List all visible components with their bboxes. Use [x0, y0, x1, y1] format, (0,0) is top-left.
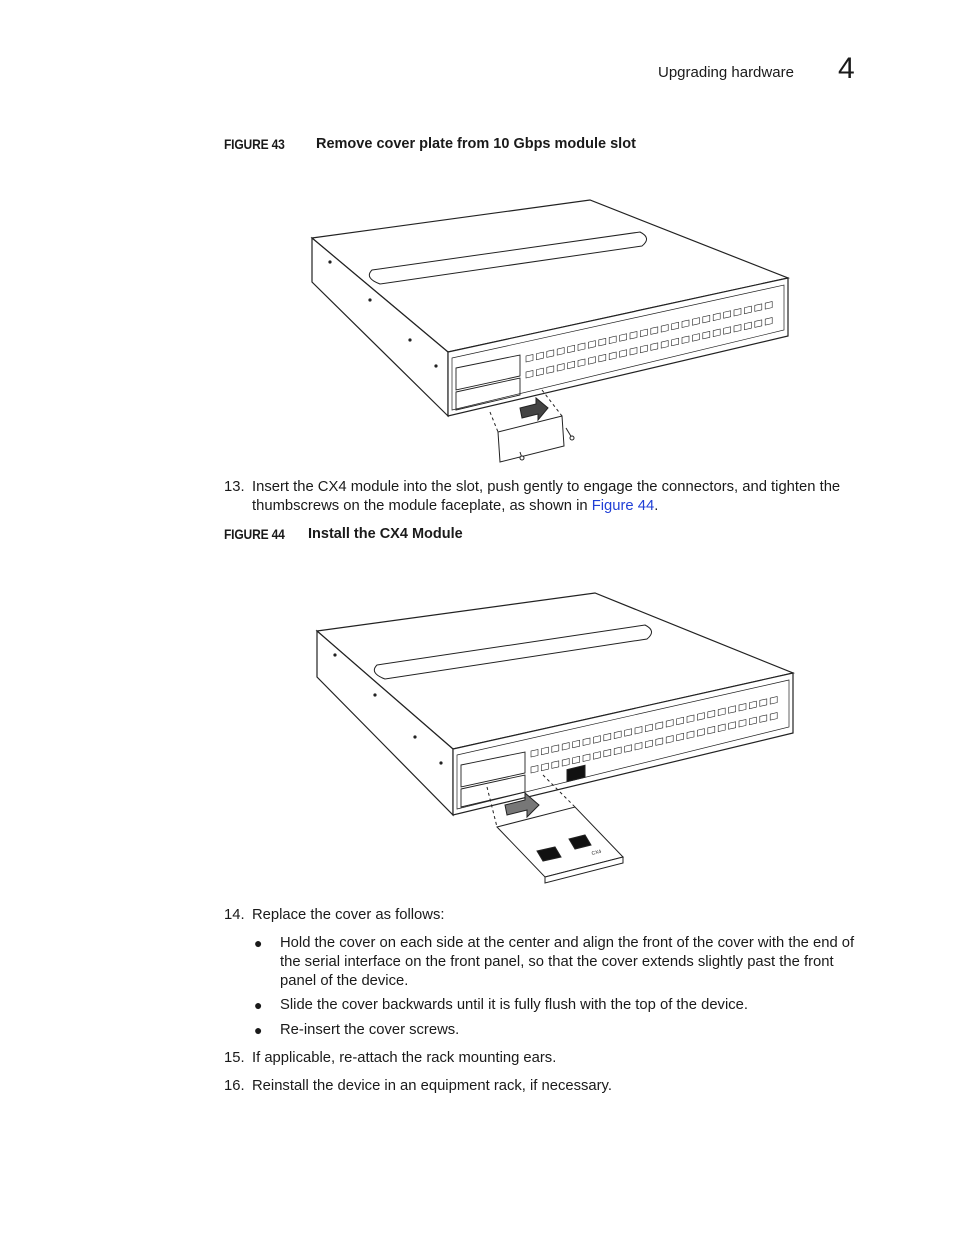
step-16	[224, 1077, 864, 1096]
step-13-text: Insert the CX4 module into the slot, push gently to engage the connectors, and tighten the thumbscrews on the module faceplate, as shown in	[252, 479, 841, 514]
bullet-item	[252, 996, 862, 1015]
step-15	[224, 1049, 864, 1068]
figure-44-link[interactable]: Figure 44	[591, 498, 655, 514]
step-14-number: 14.	[224, 907, 245, 923]
step-14-text: Replace the cover as follows:	[252, 907, 445, 923]
module-label: CX4	[591, 848, 602, 857]
figure-43-caption: Remove cover plate from 10 Gbps module slot	[316, 136, 636, 152]
step-15-text: If applicable, re-attach the rack mounting ears.	[252, 1050, 557, 1066]
figure-44-illustration	[305, 585, 805, 890]
step-13-text-end: .	[654, 498, 659, 514]
figure-43-illustration	[300, 190, 800, 470]
bullet-item	[252, 1021, 862, 1040]
bullet-text: Hold the cover on each side at the center and align the front of the cover with the end of the serial interface on the front panel, so that the cover extends slightly past the front panel of the device.	[280, 935, 855, 989]
step-14	[224, 906, 864, 925]
running-header-title: Upgrading hardware	[658, 64, 794, 81]
step-13-number: 13.	[224, 479, 245, 495]
step-16-number: 16.	[224, 1078, 245, 1094]
bullet-text: Re-insert the cover screws.	[280, 1022, 460, 1038]
bullet-icon: ●	[254, 1022, 263, 1038]
chapter-number: 4	[838, 52, 855, 85]
figure-44-label: FIGURE 44	[224, 526, 285, 542]
figure-44-caption: Install the CX4 Module	[308, 526, 463, 542]
figure-43-label: FIGURE 43	[224, 136, 285, 152]
bullet-text: Slide the cover backwards until it is fully flush with the top of the device.	[280, 997, 748, 1013]
bullet-icon: ●	[254, 935, 263, 951]
step-13	[224, 478, 864, 516]
bullet-icon: ●	[254, 997, 263, 1013]
step-16-text: Reinstall the device in an equipment rack, if necessary.	[252, 1078, 612, 1094]
bullet-item	[252, 934, 862, 991]
step-15-number: 15.	[224, 1050, 245, 1066]
